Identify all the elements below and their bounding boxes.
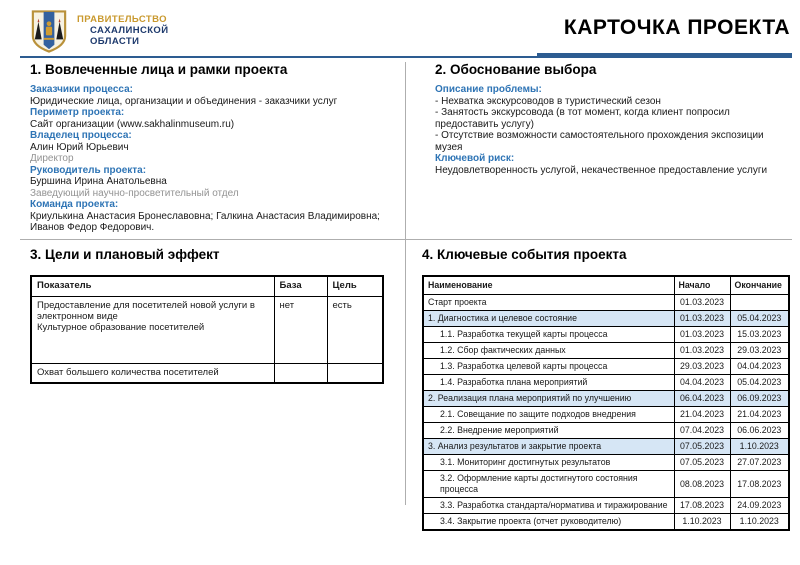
section-involved-parties (30, 62, 396, 234)
milestone-end-cell: 21.04.2023 (730, 407, 789, 423)
milestone-name-cell: 1.4. Разработка плана мероприятий (423, 375, 674, 391)
vertical-divider (405, 62, 406, 505)
government-name (77, 9, 168, 54)
milestone-row (423, 343, 789, 359)
milestone-name-cell: 1.3. Разработка целевой карты процесса (423, 359, 674, 375)
milestone-row (423, 311, 789, 327)
milestone-name-cell: 3.2. Оформление карты достигнутого состояния процесса (423, 471, 674, 498)
field-value: - Занятость экскурсовода (в тот момент, когда клиент попросил предоставить услугу) (435, 107, 730, 130)
government-name-line2: САХАЛИНСКОЙ (90, 25, 169, 36)
milestone-start-cell: 1.10.2023 (674, 514, 730, 531)
milestone-name-cell: 1.1. Разработка текущей карты процесса (423, 327, 674, 343)
goals-table-header-row (31, 276, 383, 297)
government-name-line1: ПРАВИТЕЛЬСТВО (77, 14, 167, 25)
milestones-column-header: Начало (674, 276, 730, 295)
goals-column-header: База (274, 276, 327, 297)
milestone-row (423, 498, 789, 514)
milestone-name-cell: 2.1. Совещание по защите подходов внедрения (423, 407, 674, 423)
milestone-end-cell: 04.04.2023 (730, 359, 789, 375)
target-cell: есть (327, 297, 383, 364)
indicator-cell (31, 364, 274, 384)
milestone-name-cell: 3. Анализ результатов и закрытие проекта (423, 439, 674, 455)
section-1-content (30, 84, 396, 234)
section-4-title: 4. Ключевые события проекта (422, 247, 627, 262)
section-choice-rationale (435, 62, 791, 176)
milestone-name-cell: 3.3. Разработка стандарта/норматива и тиражирование (423, 498, 674, 514)
section-2-title: 2. Обоснование выбора (435, 62, 597, 77)
milestone-start-cell: 01.03.2023 (674, 327, 730, 343)
field-subvalue: Директор (30, 153, 74, 164)
base-cell (274, 364, 327, 384)
milestone-end-cell: 05.04.2023 (730, 375, 789, 391)
section-1-title: 1. Вовлеченные лица и рамки проекта (30, 62, 288, 77)
page-title: КАРТОЧКА ПРОЕКТА (563, 16, 790, 39)
goals-column-header: Цель (327, 276, 383, 297)
milestone-name-cell: 2.2. Внедрение мероприятий (423, 423, 674, 439)
milestone-row (423, 471, 789, 498)
milestone-row (423, 391, 789, 407)
milestone-row (423, 514, 789, 531)
sakhalin-coat-of-arms-icon (30, 9, 68, 54)
milestone-name-cell: 1.2. Сбор фактических данных (423, 343, 674, 359)
indicator-cell (31, 297, 274, 364)
milestone-end-cell: 15.03.2023 (730, 327, 789, 343)
goals-column-header: Показатель (31, 276, 274, 297)
goals-table (30, 275, 384, 384)
section-2-content (435, 84, 791, 176)
milestone-name-cell: 3.1. Мониторинг достигнутых результатов (423, 455, 674, 471)
milestone-end-cell: 17.08.2023 (730, 471, 789, 498)
milestones-table-header-row (423, 276, 789, 295)
milestone-row (423, 295, 789, 311)
section-3-title: 3. Цели и плановый эффект (30, 247, 220, 262)
indicator-line: Культурное образование посетителей (37, 322, 205, 333)
milestone-name-cell: 3.4. Закрытие проекта (отчет руководителю) (423, 514, 674, 531)
field-value: Сайт организации (www.sakhalinmuseum.ru) (30, 118, 235, 130)
milestone-row (423, 375, 789, 391)
milestone-end-cell: 06.06.2023 (730, 423, 789, 439)
milestone-end-cell: 1.10.2023 (730, 439, 789, 455)
milestone-start-cell: 06.04.2023 (674, 391, 730, 407)
milestone-row (423, 359, 789, 375)
milestone-start-cell: 21.04.2023 (674, 407, 730, 423)
field-label: Периметр проекта: (30, 107, 125, 118)
field-label: Заказчики процесса: (30, 84, 133, 95)
goals-table-row (31, 364, 383, 384)
milestone-start-cell: 07.05.2023 (674, 455, 730, 471)
horizontal-divider (20, 239, 792, 240)
section-goals-effect (30, 247, 382, 384)
milestone-start-cell: 01.03.2023 (674, 295, 730, 311)
milestone-start-cell: 08.08.2023 (674, 471, 730, 498)
field-value: Юридические лица, организации и объединения - заказчики услуг (30, 95, 338, 107)
milestone-end-cell: 27.07.2023 (730, 455, 789, 471)
milestone-start-cell: 29.03.2023 (674, 359, 730, 375)
field-subvalue: Заведующий научно-просветительный отдел (30, 187, 239, 199)
milestone-name-cell: 1. Диагностика и целевое состояние (423, 311, 674, 327)
milestones-column-header: Наименование (423, 276, 674, 295)
milestone-end-cell: 05.04.2023 (730, 311, 789, 327)
field-value: - Нехватка экскурсоводов в туристический сезон (435, 95, 661, 107)
milestone-row (423, 423, 789, 439)
milestone-end-cell: 29.03.2023 (730, 343, 789, 359)
field-label: Ключевой риск: (435, 153, 515, 164)
milestone-start-cell: 01.03.2023 (674, 343, 730, 359)
milestone-name-cell: 2. Реализация плана мероприятий по улучшению (423, 391, 674, 407)
milestone-end-cell: 1.10.2023 (730, 514, 789, 531)
field-value: - Отсутствие возможности самостоятельного прохождения экспозиции музея (435, 130, 764, 153)
field-value: Буршина Ирина Анатольевна (30, 176, 167, 187)
indicator-line: Охват большего количества посетителей (37, 367, 219, 378)
milestone-row (423, 327, 789, 343)
indicator-line: Предоставление для посетителей новой услуги в электронном виде (37, 300, 255, 322)
milestone-end-cell (730, 295, 789, 311)
milestone-start-cell: 17.08.2023 (674, 498, 730, 514)
milestone-start-cell: 01.03.2023 (674, 311, 730, 327)
field-value: Криулькина Анастасия Бронеславовна; Галкина Анастасия Владимировна; Иванов Федор Федорович. (30, 210, 380, 233)
milestone-row (423, 407, 789, 423)
milestone-start-cell: 07.04.2023 (674, 423, 730, 439)
target-cell (327, 364, 383, 384)
section-key-events (422, 247, 788, 531)
field-label: Команда проекта: (30, 199, 119, 210)
field-label: Владелец процесса: (30, 130, 132, 141)
field-value: Алин Юрий Юрьевич (30, 141, 129, 153)
government-brand (30, 9, 168, 54)
milestone-row (423, 439, 789, 455)
milestone-start-cell: 07.05.2023 (674, 439, 730, 455)
goals-table-row (31, 297, 383, 364)
field-label: Описание проблемы: (435, 84, 542, 95)
milestone-row (423, 455, 789, 471)
milestone-name-cell: Старт проекта (423, 295, 674, 311)
header-rule-thick (537, 53, 792, 58)
base-cell: нет (274, 297, 327, 364)
milestone-end-cell: 24.09.2023 (730, 498, 789, 514)
milestone-start-cell: 04.04.2023 (674, 375, 730, 391)
header-rule-thin (20, 56, 537, 58)
field-value: Неудовлетворенность услугой, некачественное предоставление услуги (435, 164, 768, 176)
milestones-table (422, 275, 790, 531)
field-label: Руководитель проекта: (30, 164, 147, 176)
milestone-end-cell: 06.09.2023 (730, 391, 789, 407)
government-name-line3: ОБЛАСТИ (90, 36, 140, 47)
milestones-column-header: Окончание (730, 276, 789, 295)
